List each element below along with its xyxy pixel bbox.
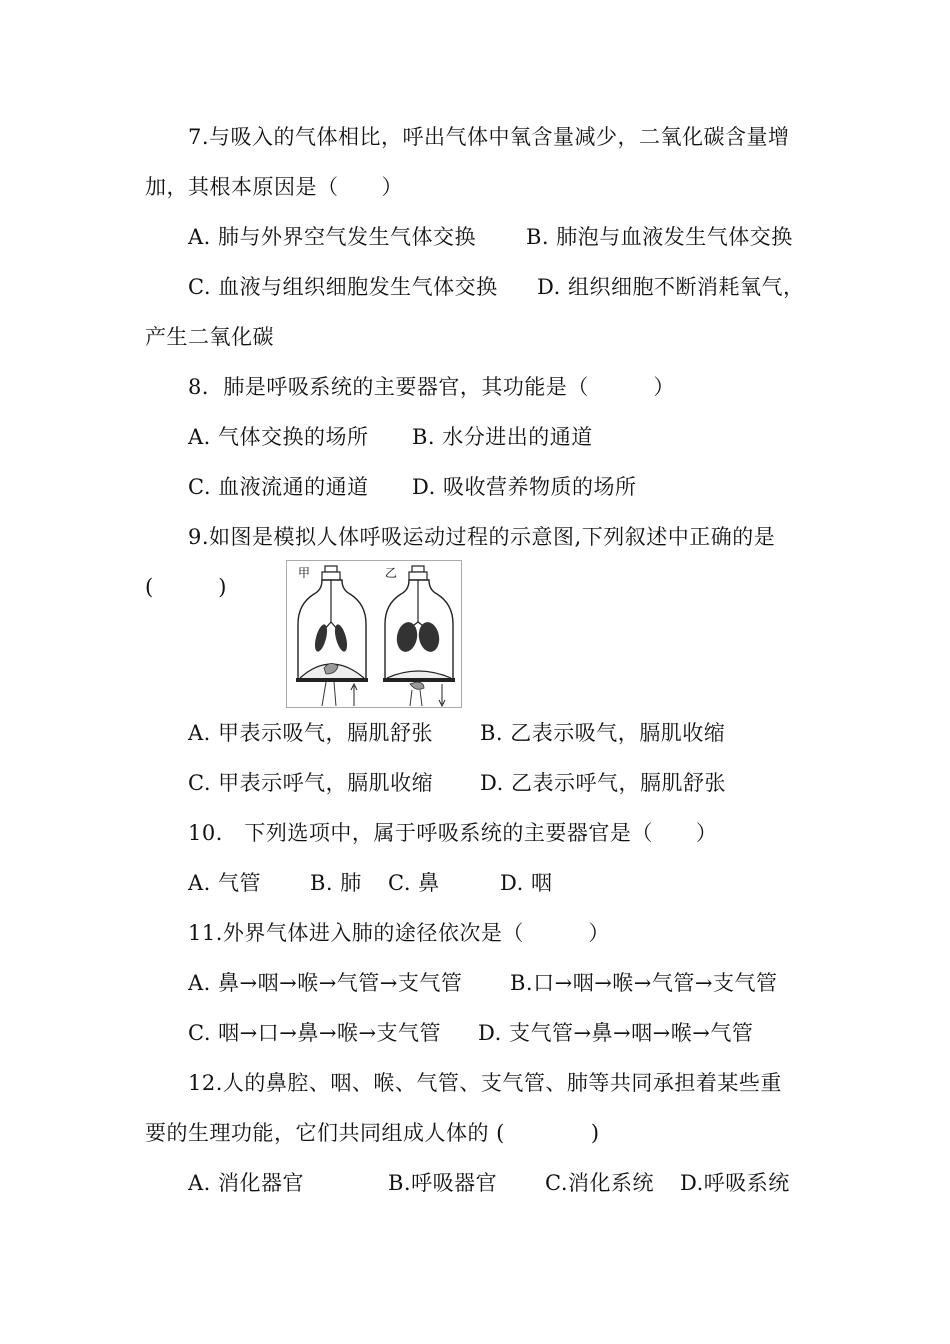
q7-stem-line2: 加，其根本原因是（ ） [145, 175, 403, 199]
q10-option-d[interactable]: D. 咽 [500, 871, 553, 895]
q9-options-row2 [0, 768, 950, 798]
q8-option-b[interactable]: B. 水分进出的通道 [412, 425, 593, 449]
q12-option-d[interactable]: D.呼吸系统 [680, 1171, 790, 1195]
q8-options-row2 [0, 472, 950, 502]
figure-label-right: 乙 [385, 566, 398, 580]
q10-stem: 10． 下列选项中，属于呼吸系统的主要器官是（ ） [188, 821, 718, 845]
q7-option-c[interactable]: C. 血液与组织细胞发生气体交换 [188, 275, 498, 299]
q7-option-d-continued: 产生二氧化碳 [145, 325, 274, 349]
q11-option-d[interactable]: D. 支气管→鼻→咽→喉→气管 [478, 1021, 754, 1045]
q12-option-a[interactable]: A. 消化器官 [188, 1171, 305, 1195]
breathing-model-figure [286, 560, 462, 708]
q11-option-c[interactable]: C. 咽→口→鼻→喉→支气管 [188, 1021, 442, 1045]
q9-stem-line2: ( ) [145, 575, 227, 599]
q9-options-row1 [0, 718, 950, 748]
q7-option-b[interactable]: B. 肺泡与血液发生气体交换 [526, 225, 793, 249]
q9-option-a[interactable]: A. 甲表示吸气，膈肌舒张 [188, 721, 434, 745]
figure-label-left: 甲 [298, 566, 311, 580]
q10-option-b[interactable]: B. 肺 [310, 871, 362, 895]
q11-stem: 11.外界气体进入肺的途径依次是（ ） [188, 921, 610, 945]
q7-option-d[interactable]: D. 组织细胞不断消耗氧气， [537, 275, 805, 299]
q7-stem-line1: 7.与吸入的气体相比，呼出气体中氧含量减少，二氧化碳含量增 [188, 125, 790, 149]
q9-option-d[interactable]: D. 乙表示呼气，膈肌舒张 [480, 771, 726, 795]
q8-option-c[interactable]: C. 血液流通的通道 [188, 475, 369, 499]
q10-options-row [0, 868, 950, 898]
q12-option-b[interactable]: B.呼吸器官 [388, 1171, 498, 1195]
q12-option-c[interactable]: C.消化系统 [545, 1171, 654, 1195]
q9-stem-line1: 9.如图是模拟人体呼吸运动过程的示意图,下列叙述中正确的是 [188, 525, 776, 549]
q7-options-row2 [0, 272, 950, 302]
q8-stem: 8．肺是呼吸系统的主要器官，其功能是（ ） [188, 375, 675, 399]
q11-options-row2 [0, 1018, 950, 1048]
q12-options-row [0, 1168, 950, 1198]
q8-option-a[interactable]: A. 气体交换的场所 [188, 425, 369, 449]
q11-option-b[interactable]: B.口→咽→喉→气管→支气管 [510, 971, 778, 995]
q7-options-row1 [0, 222, 950, 252]
q12-stem-line1: 12.人的鼻腔、咽、喉、气管、支气管、肺等共同承担着某些重 [188, 1071, 782, 1095]
q11-option-a[interactable]: A. 鼻→咽→喉→气管→支气管 [188, 971, 463, 995]
q8-option-d[interactable]: D. 吸收营养物质的场所 [412, 475, 637, 499]
q10-option-a[interactable]: A. 气管 [188, 871, 262, 895]
q9-option-b[interactable]: B. 乙表示吸气，膈肌收缩 [480, 721, 726, 745]
q12-stem-line2: 要的生理功能，它们共同组成人体的 ( ) [145, 1121, 600, 1145]
q10-option-c[interactable]: C. 鼻 [388, 871, 440, 895]
q11-options-row1 [0, 968, 950, 998]
q8-options-row1 [0, 422, 950, 452]
q7-option-a[interactable]: A. 肺与外界空气发生气体交换 [188, 225, 477, 249]
q9-option-c[interactable]: C. 甲表示呼气，膈肌收缩 [188, 771, 434, 795]
